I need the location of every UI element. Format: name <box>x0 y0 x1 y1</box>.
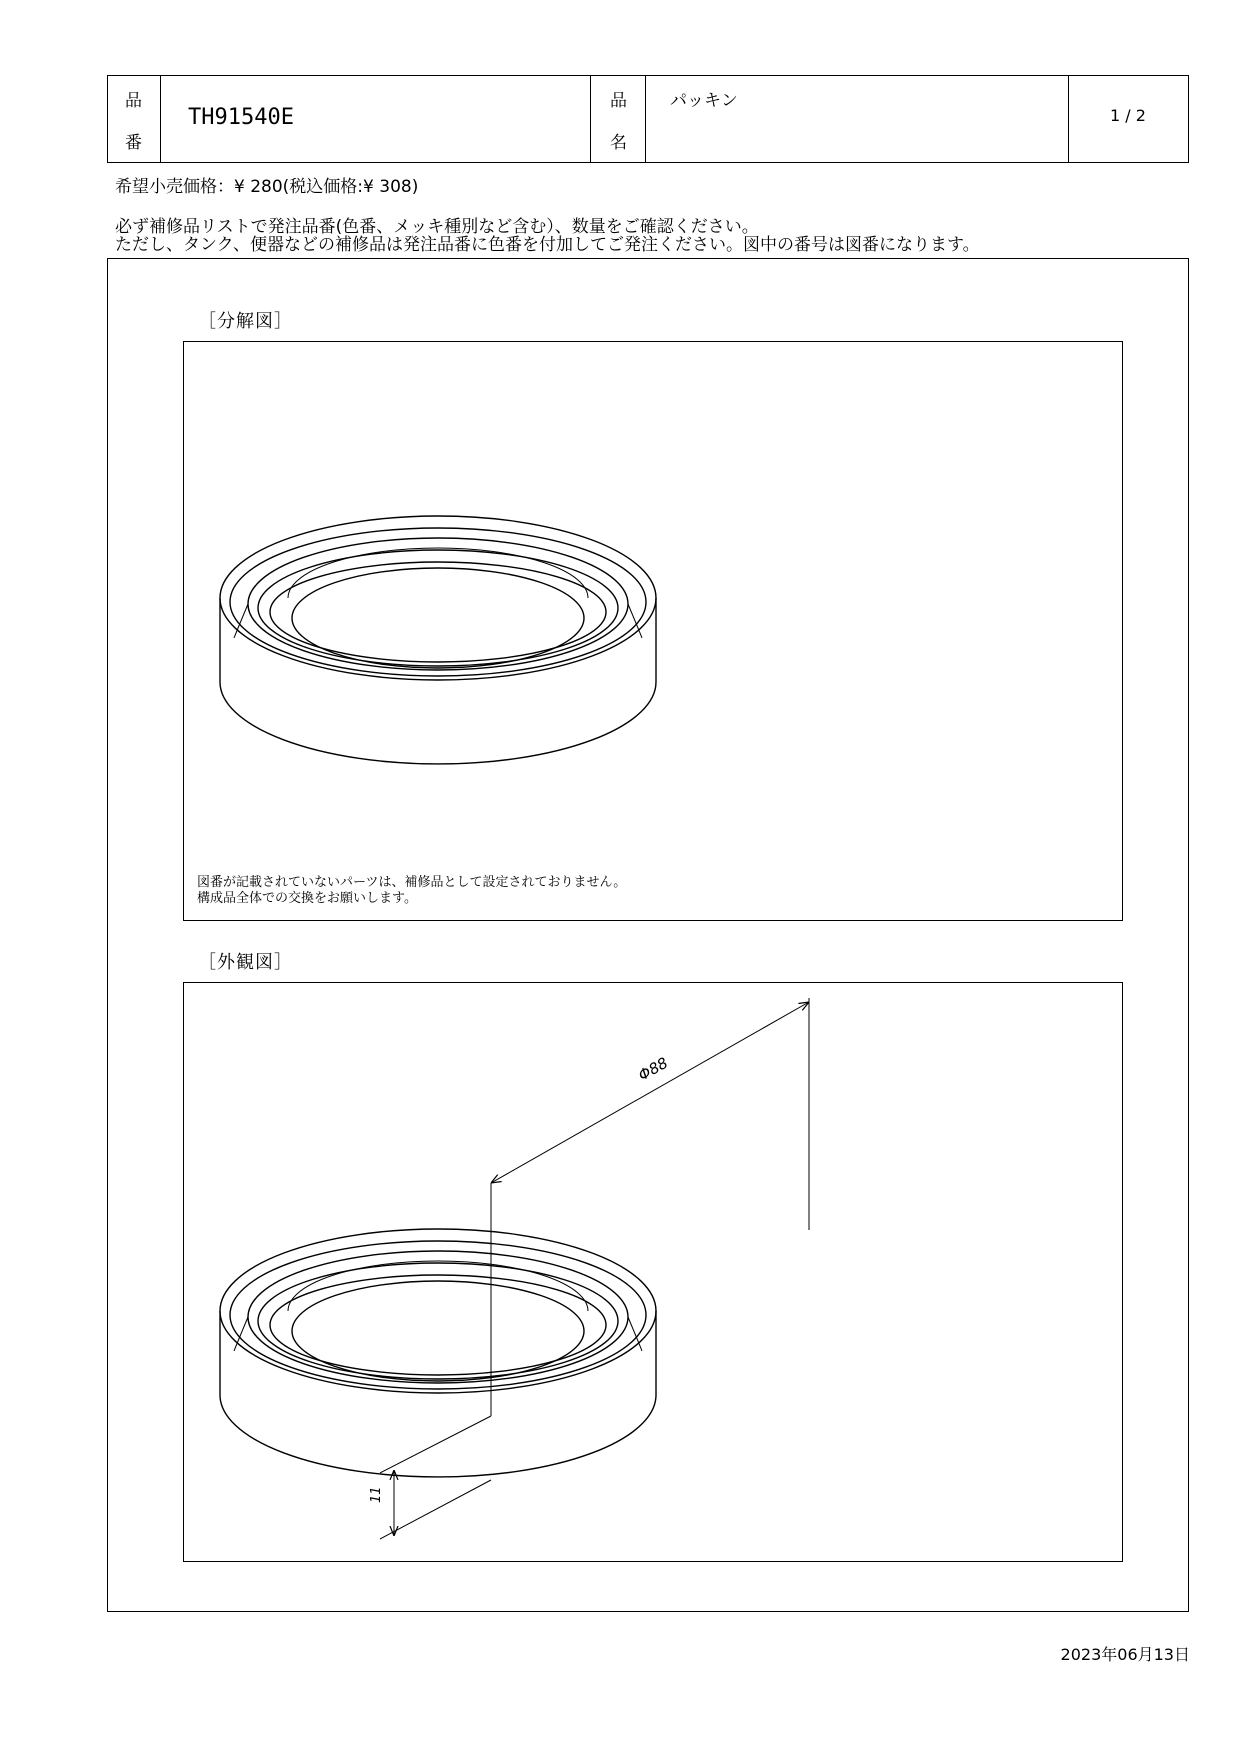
part-name-label-bottom: 名 <box>610 133 627 153</box>
part-number: TH91540E <box>188 105 294 130</box>
exploded-note-1: 図番が記載されていないパーツは、補修品として設定されておりません。 <box>197 875 627 890</box>
exploded-view-label: ［分解図］ <box>198 311 293 332</box>
divider <box>590 76 591 162</box>
exterior-view-label: ［外観図］ <box>198 952 293 973</box>
part-name: パッキン <box>670 91 738 111</box>
note-line: ただし、タンク、便器などの補修品は発注品番に色番を付加してご発注ください。図中の番号は図番になります。 <box>115 235 980 255</box>
retail-price: 希望小売価格：¥ 280(税込価格:¥ 308) <box>115 177 419 197</box>
part-number-label-bottom: 番 <box>125 133 142 153</box>
divider <box>160 76 161 162</box>
exterior-view-box <box>183 982 1123 1562</box>
issue-date: 2023年06月13日 <box>1060 1645 1190 1664</box>
diameter-dimension: Φ88 <box>635 1053 671 1085</box>
note-line: 必ず補修品リストで発注品番(色番、メッキ種別など含む）、数量をご確認ください。 <box>115 217 759 237</box>
height-dimension: 11 <box>369 1486 384 1503</box>
packing-drawing-exploded <box>184 342 1122 920</box>
divider <box>645 76 646 162</box>
packing-drawing-exterior <box>184 983 1122 1561</box>
part-name-label-top: 品 <box>610 91 627 111</box>
divider <box>1068 76 1069 162</box>
exploded-view-box <box>183 341 1123 921</box>
page-number: 1 / 2 <box>1110 106 1146 125</box>
part-number-label-top: 品 <box>125 91 142 111</box>
exploded-note-2: 構成品全体での交換をお願いします。 <box>197 891 417 906</box>
header-table <box>107 75 1189 163</box>
